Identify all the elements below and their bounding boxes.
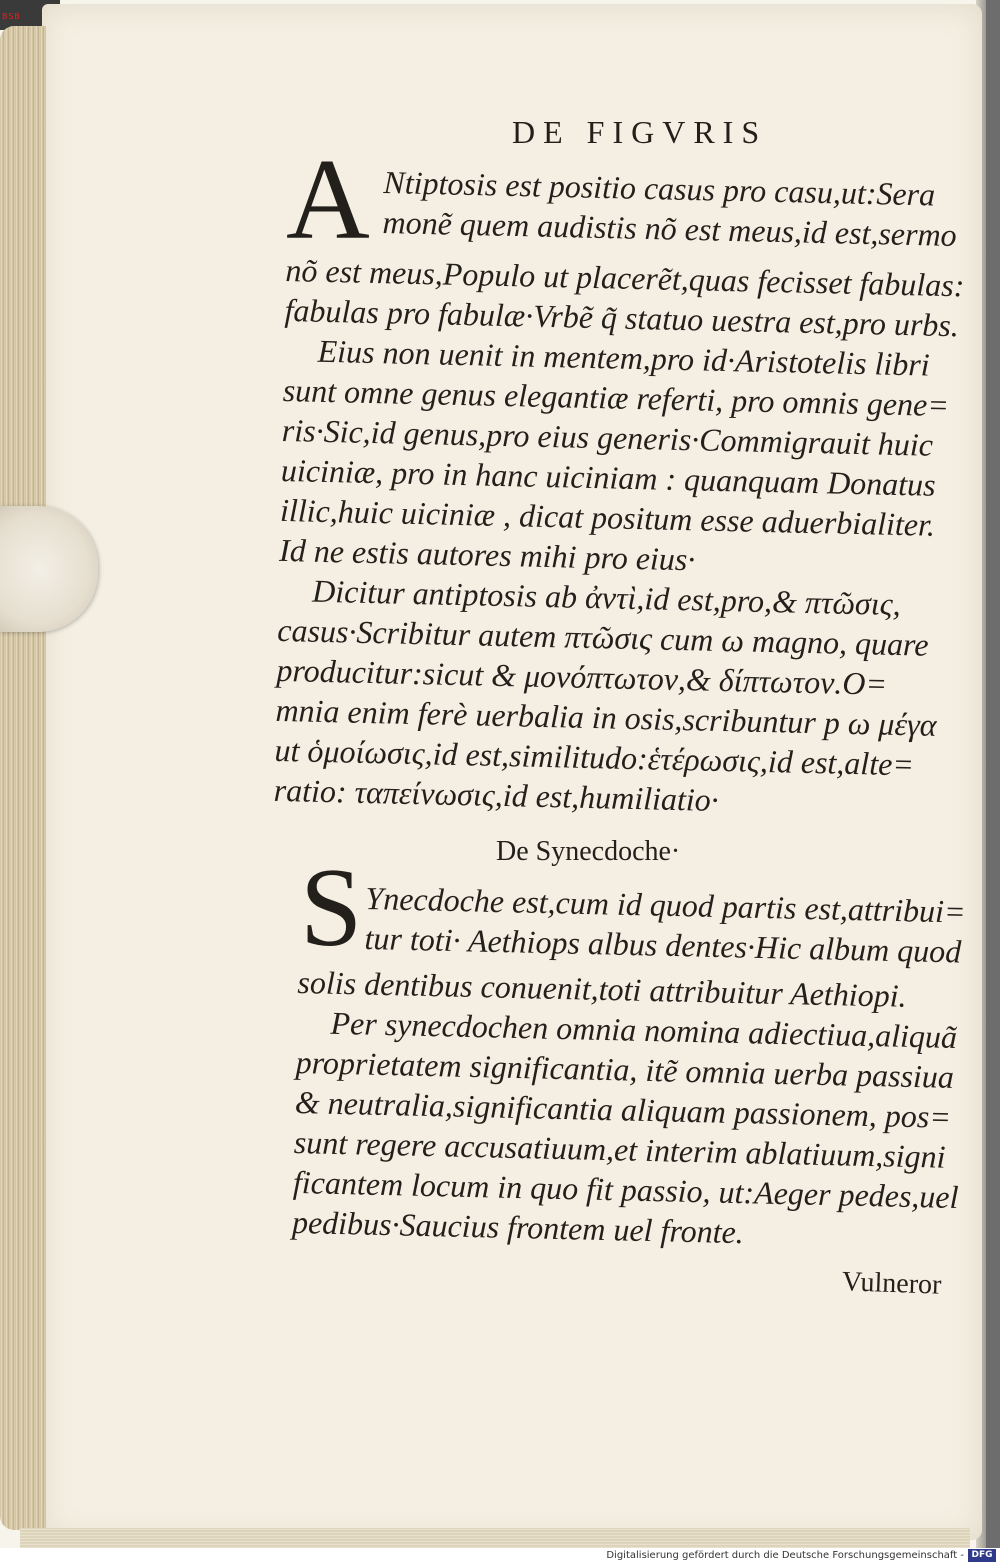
text-line: producitur:sicut & μονόπτωτον,& δίπτωτον.O= (276, 651, 888, 702)
dropcap-s: S (300, 846, 363, 970)
text-line: illic,huic uiciniæ , dicat positum esse aduerbialiter. (279, 491, 936, 543)
text-line: Ntiptosis est positio casus pro casu,ut:Sera (383, 163, 936, 213)
paragraph-synecdoche-body (292, 962, 958, 1257)
text-line: & neutralia,significantia aliquam passionem, pos= (294, 1083, 952, 1135)
text-line: monẽ quem audistis nõ est meus,id est,sermo (382, 203, 958, 254)
text-line: Ynecdoche est,cum id quod partis est,attribui= (365, 879, 967, 930)
paragraph-antiptosis-body (273, 250, 965, 825)
library-corner-mark: BSB (2, 12, 21, 21)
text-line: Dicitur antiptosis ab ἀντὶ,id est,pro,& πτῶσις, (311, 572, 902, 623)
text-line: proprietatem significantia, itẽ omnia uerba passiua (295, 1043, 955, 1095)
text-line: Eius non uenit in mentem,pro id·Aristotelis libri (317, 332, 931, 383)
text-line: Id ne estis autores mihi pro eius· (278, 531, 696, 578)
paragraph-antiptosis-opening (382, 162, 1000, 257)
page-fore-edge (0, 26, 46, 1530)
text-line: nõ est meus,Populo ut placerẽt,quas fecisset fabulas: (285, 251, 965, 304)
text-line: mnia enim ferè uerbalia in osis,scribuntur p ω μέγα (275, 691, 937, 743)
text-line: tur toti· Aethiops albus dentes·Hic album quod (364, 919, 962, 970)
text-line: sunt regere accusatiuum,et interim ablatiuum,signi (293, 1123, 946, 1175)
text-line: ratio: ταπείνωσις,id est,humiliatio· (273, 771, 720, 818)
footer-credit: Digitalisierung gefördert durch die Deutsche Forschungsgemeinschaft - (606, 1550, 964, 1561)
text-line: ut ὁμοίωσις,id est,similitudo:ἑτέρωσις,id est,alte= (274, 731, 915, 783)
text-line: ris·Sic,id genus,pro eius generis·Commigrauit huic (281, 411, 934, 463)
text-line: uiciniæ, pro in hanc uiciniam : quanquam Donatus (280, 451, 937, 503)
text-line: Per synecdochen omnia nomina adiectiua,aliquã (330, 1004, 958, 1055)
text-line: solis dentibus conuenit,toti attribuitur Aethiopi. (297, 963, 907, 1014)
paragraph-synecdoche-opening (364, 878, 1000, 973)
text-line: ficantem locum in quo fit passio, ut:Aeger pedes,uel (292, 1163, 959, 1216)
dfg-logo-icon: DFG (968, 1549, 996, 1562)
running-head: DE FIGVRIS (512, 114, 768, 150)
dropcap-a: A (286, 136, 370, 264)
catchword: Vulneror (841, 1266, 942, 1301)
section-heading: De Synecdoche· (496, 836, 681, 867)
text-line: casus·Scribitur autem πτῶσις cum ω magno, quare (276, 611, 929, 663)
text-line: pedibus·Saucius frontem uel fronte. (291, 1203, 745, 1251)
text-line: fabulas pro fabulæ·Vrbẽ q̃ statuo uestra est,pro urbs. (284, 291, 960, 344)
text-line: sunt omne genus elegantiæ referti, pro omnis gene= (282, 371, 950, 424)
page-bottom-edge (20, 1528, 970, 1548)
